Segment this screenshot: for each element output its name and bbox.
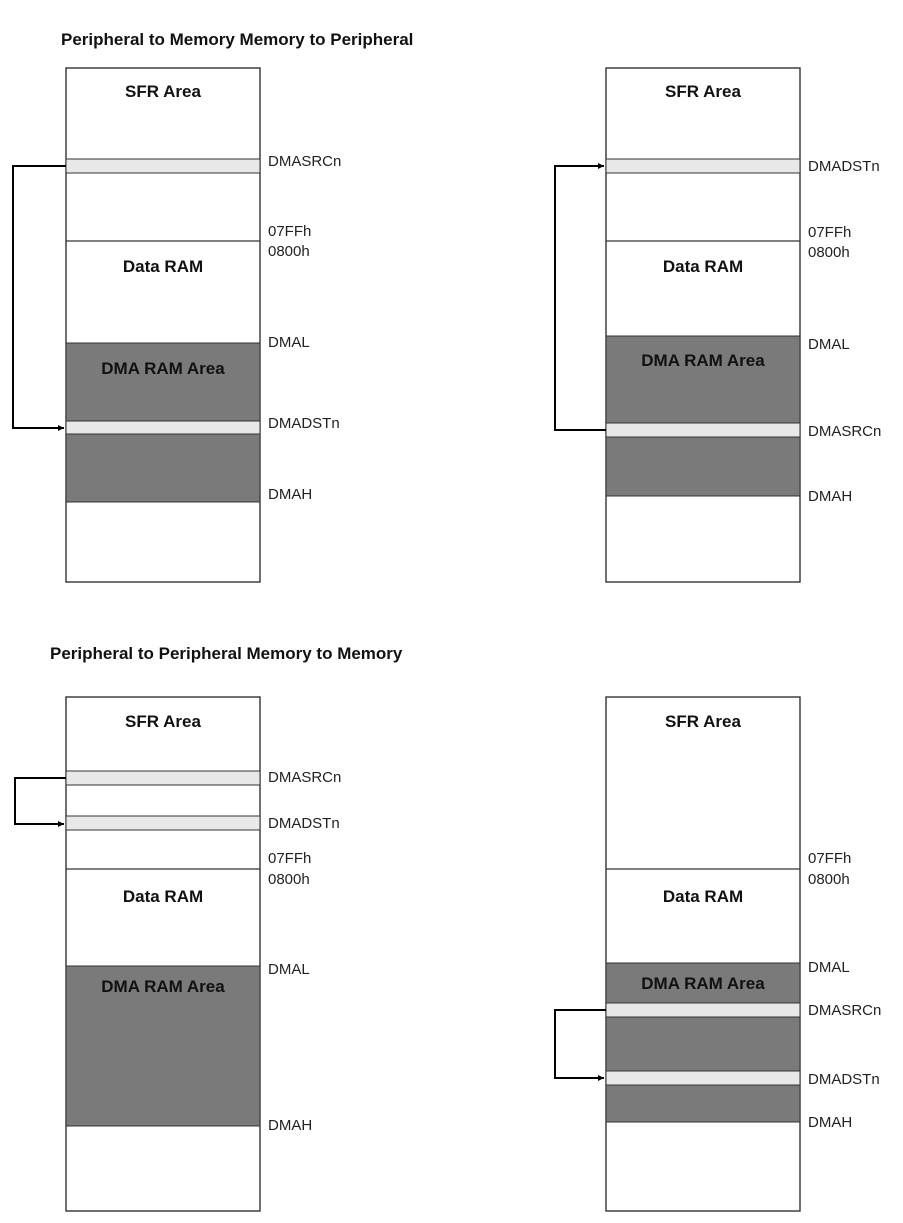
dmasrcn-band bbox=[66, 771, 260, 785]
panel-peripheral-to-memory bbox=[13, 68, 341, 582]
heading-bottom: Peripheral to Peripheral Memory to Memory bbox=[50, 644, 403, 663]
sfr-area-label: SFR Area bbox=[665, 82, 741, 101]
addr-0800h-label: 0800h bbox=[808, 871, 850, 888]
dmadstn-label: DMADSTn bbox=[268, 415, 340, 432]
dma-ram-area-lower bbox=[606, 437, 800, 496]
addr-07ffh-label: 07FFh bbox=[268, 850, 312, 867]
dmadstn-label: DMADSTn bbox=[808, 1071, 880, 1088]
transfer-arrow bbox=[555, 166, 606, 430]
addr-07ffh-label: 07FFh bbox=[808, 850, 852, 867]
dmal-label: DMAL bbox=[268, 961, 310, 978]
dmal-label: DMAL bbox=[268, 334, 310, 351]
dmal-label: DMAL bbox=[808, 336, 850, 353]
addr-0800h-label: 0800h bbox=[268, 243, 310, 260]
transfer-arrow bbox=[13, 166, 66, 428]
transfer-arrow bbox=[555, 1010, 606, 1078]
dmadstn-band bbox=[606, 1071, 800, 1085]
dma-ram-area-upper bbox=[606, 336, 800, 423]
heading-top: Peripheral to Memory Memory to Peripheral bbox=[61, 30, 414, 49]
dma-ram-area-label: DMA RAM Area bbox=[641, 351, 765, 370]
sfr-area-label: SFR Area bbox=[125, 712, 201, 731]
dma-ram-area-lower bbox=[66, 434, 260, 502]
data-ram-label: Data RAM bbox=[122, 887, 204, 906]
dmadstn-band bbox=[66, 816, 260, 830]
memory-map-outline bbox=[66, 68, 260, 582]
transfer-arrow bbox=[15, 778, 66, 824]
sfr-area-label: SFR Area bbox=[665, 712, 741, 731]
data-ram-label: Data RAM bbox=[662, 887, 744, 906]
dmadstn-label: DMADSTn bbox=[268, 815, 340, 832]
dmasrcn-label: DMASRCn bbox=[808, 1002, 882, 1019]
dmasrcn-label: DMASRCn bbox=[808, 423, 882, 440]
addr-07ffh-label: 07FFh bbox=[808, 224, 852, 241]
dmah-label: DMAH bbox=[808, 488, 853, 505]
dmasrcn-label: DMASRCn bbox=[268, 769, 342, 786]
data-ram-label: Data RAM bbox=[662, 257, 744, 276]
dmasrcn-band bbox=[606, 423, 800, 437]
addr-07ffh-label: 07FFh bbox=[268, 223, 312, 240]
dmasrcn-band bbox=[606, 1003, 800, 1017]
dmah-label: DMAH bbox=[268, 1117, 313, 1134]
dmasrcn-label: DMASRCn bbox=[268, 153, 342, 170]
sfr-area-label: SFR Area bbox=[125, 82, 201, 101]
dmah-label: DMAH bbox=[808, 1114, 853, 1131]
dma-ram-area-label: DMA RAM Area bbox=[101, 977, 225, 996]
panel-peripheral-to-peripheral bbox=[15, 697, 341, 1211]
dma-ram-area-label: DMA RAM Area bbox=[641, 974, 765, 993]
dma-ram-area-middle bbox=[606, 1017, 800, 1071]
memory-map-outline bbox=[606, 697, 800, 1211]
dmasrcn-band bbox=[66, 159, 260, 173]
dmadstn-band bbox=[606, 159, 800, 173]
memory-map-outline bbox=[606, 68, 800, 582]
addr-0800h-label: 0800h bbox=[808, 244, 850, 261]
dma-ram-area-label: DMA RAM Area bbox=[101, 359, 225, 378]
addr-0800h-label: 0800h bbox=[268, 871, 310, 888]
dmal-label: DMAL bbox=[808, 959, 850, 976]
panel-memory-to-memory bbox=[555, 697, 881, 1211]
data-ram-label: Data RAM bbox=[122, 257, 204, 276]
dmadstn-band bbox=[66, 421, 260, 434]
dma-ram-area-lower bbox=[606, 1085, 800, 1122]
dma-ram-area-upper bbox=[66, 343, 260, 421]
dmah-label: DMAH bbox=[268, 486, 313, 503]
dmadstn-label: DMADSTn bbox=[808, 158, 880, 175]
panel-memory-to-peripheral bbox=[555, 68, 881, 582]
